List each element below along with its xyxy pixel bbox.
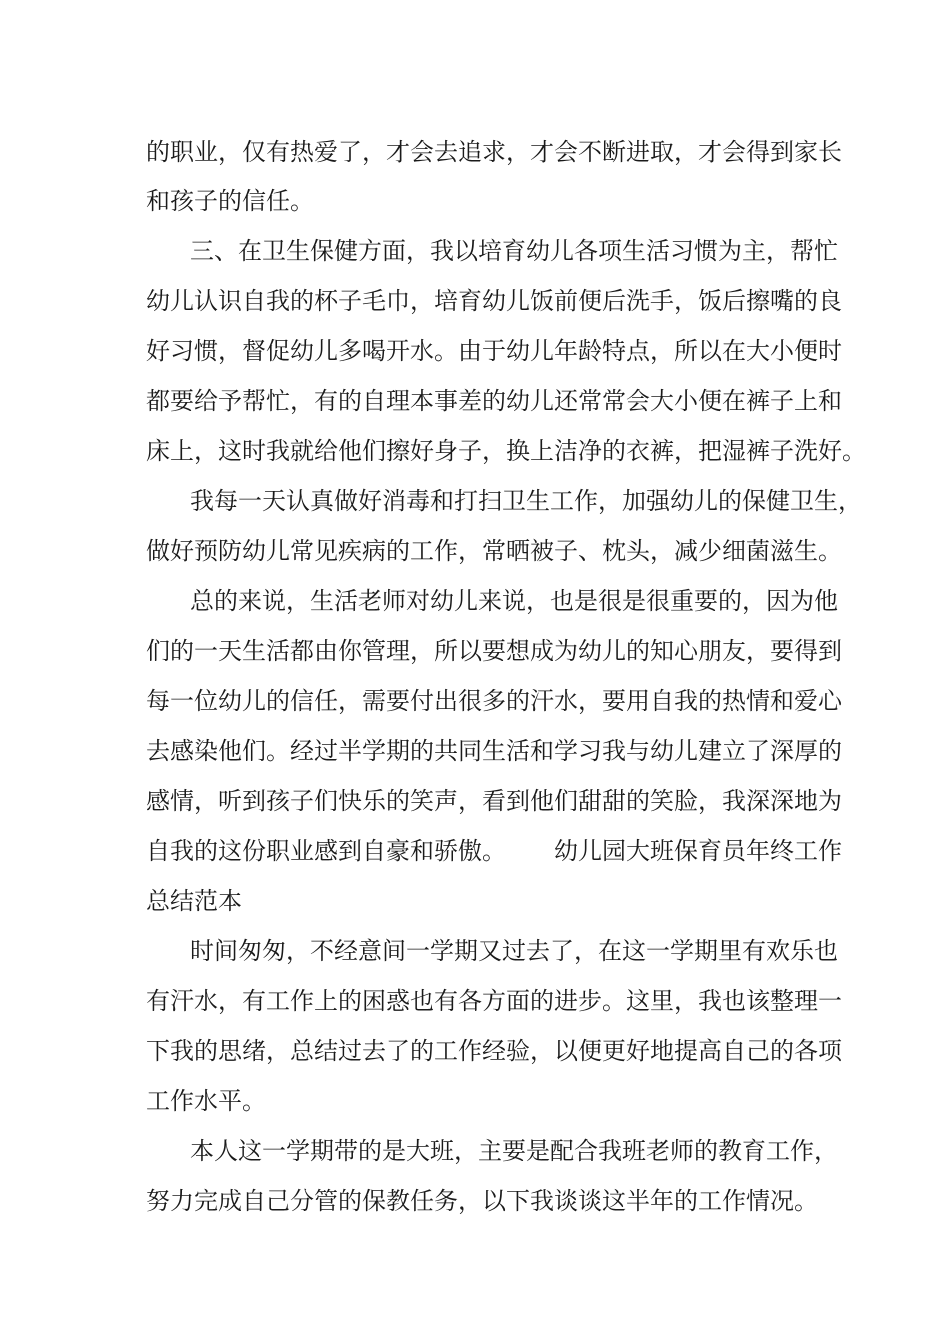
- paragraph-line: 和孩子的信任。: [146, 187, 314, 215]
- paragraph-line: 每一位幼儿的信任，需要付出很多的汗水，要用自我的热情和爱心: [146, 687, 842, 715]
- paragraph-line: 都要给予帮忙，有的自理本事差的幼儿还常常会大小便在裤子上和: [146, 387, 842, 415]
- paragraph-line: 努力完成自己分管的保教任务，以下我谈谈这半年的工作情况。: [146, 1187, 818, 1215]
- paragraph-line: 感情，听到孩子们快乐的笑声，看到他们甜甜的笑脸，我深深地为: [146, 787, 842, 815]
- paragraph-line-end: 自我的这份职业感到自豪和骄傲。: [146, 837, 506, 865]
- paragraph-line: 的职业，仅有热爱了，才会去追求，才会不断进取，才会得到家长: [146, 138, 842, 166]
- paragraph-line: 有汗水，有工作上的困惑也有各方面的进步。这里，我也该整理一: [146, 987, 842, 1015]
- paragraph-line: 时间匆匆，不经意间一学期又过去了，在这一学期里有欢乐也: [190, 937, 838, 965]
- paragraph-line: 工作水平。: [146, 1087, 266, 1115]
- paragraph-line: 幼儿认识自我的杯子毛巾，培育幼儿饭前便后洗手，饭后擦嘴的良: [146, 287, 842, 315]
- paragraph-line: 好习惯，督促幼儿多喝开水。由于幼儿年龄特点，所以在大小便时: [146, 337, 842, 365]
- paragraph-line: 们的一天生活都由你管理，所以要想成为幼儿的知心朋友，要得到: [146, 637, 842, 665]
- paragraph-line: 去感染他们。经过半学期的共同生活和学习我与幼儿建立了深厚的: [146, 737, 842, 765]
- paragraph-line: 三、在卫生保健方面，我以培育幼儿各项生活习惯为主，帮忙: [190, 237, 838, 265]
- paragraph-line: 本人这一学期带的是大班，主要是配合我班老师的教育工作，: [190, 1137, 838, 1165]
- section-title-continued: 总结范本: [146, 887, 242, 915]
- paragraph-line: 总的来说，生活老师对幼儿来说，也是很是很重要的，因为他: [190, 587, 838, 615]
- section-title: 幼儿园大班保育员年终工作: [554, 837, 842, 865]
- paragraph-line: 我每一天认真做好消毒和打扫卫生工作，加强幼儿的保健卫生，: [190, 487, 862, 515]
- paragraph-line-with-title: [146, 836, 842, 866]
- paragraph-line: 床上，这时我就给他们擦好身子，换上洁净的衣裤，把湿裤子洗好。: [146, 437, 866, 465]
- paragraph-line: 做好预防幼儿常见疾病的工作，常晒被子、枕头，减少细菌滋生。: [146, 537, 842, 565]
- paragraph-line: 下我的思绪，总结过去了的工作经验，以便更好地提高自己的各项: [146, 1037, 842, 1065]
